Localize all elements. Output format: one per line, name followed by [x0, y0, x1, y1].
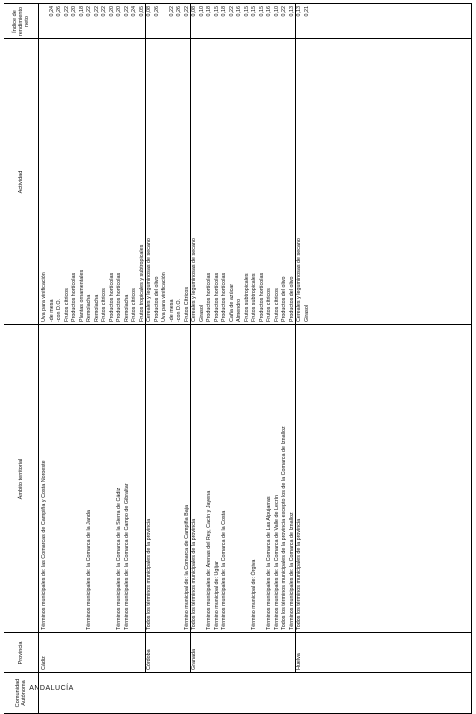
indice-cell: 0,21	[303, 6, 310, 17]
indice-cell: 0,24	[48, 6, 55, 17]
actividad-cell: Remolacha	[93, 294, 100, 322]
ambito-cell: Términos municipales de: la Comarca de Las Alpujarras	[266, 496, 272, 630]
ambito-cell: Todos los términos municipales de la provincia excepto los de la Comarca de Iznalloz	[281, 426, 287, 630]
ambito-cell: Términos municipales de: la Comarca de la Janda	[86, 510, 92, 630]
actividad-cell: Frutos subtropicales	[243, 273, 250, 322]
header-actividad: Actividad	[4, 39, 39, 325]
actividad-cell: Productos hortícolas	[116, 272, 122, 322]
indice-cell: 0,20	[108, 6, 115, 17]
indice-cell: 0,20	[116, 6, 122, 17]
indice-cell: 0,13	[288, 6, 295, 17]
actividad-cell: Caña de azúcar	[228, 283, 235, 322]
indice-cell: 0,10	[273, 6, 280, 17]
indice-cell: 0,22	[93, 6, 100, 17]
actividad-cell: Plantas ornamentales	[78, 269, 85, 322]
actividad-cell: Frutos cítricos	[101, 288, 107, 322]
ambito-cell: Términos municipales de: la Comarca de Iznalloz	[288, 512, 295, 630]
actividad-cell: Frutos Cítricos	[183, 286, 190, 322]
indice-cell: 0,18	[221, 6, 227, 17]
actividad-cell: Productos hortícolas	[258, 272, 265, 322]
indice-cell: 0,26	[153, 6, 160, 17]
actividad-cell: Productos hortícolas	[221, 272, 227, 322]
ambito-cell: Término municipal de: Ugíjar	[213, 561, 220, 630]
actividad-cell: Remolacha	[123, 294, 130, 322]
ambito-cell: Términos municipales de: la Comarca de la Sierra de Cádiz	[116, 487, 122, 630]
indice-cell: 0,26	[176, 6, 182, 17]
indice-cell: 0,08	[191, 6, 197, 17]
actividad-cell: -con D.O.	[56, 298, 62, 322]
actividad-cell: Productos hortícolas	[108, 272, 115, 322]
indice-cell: 0,22	[281, 6, 287, 17]
indice-cell: 0,15	[213, 6, 220, 17]
ambito-cell: Término municipal de: Órgiva	[251, 559, 257, 630]
indice-cell: 0,16	[236, 6, 242, 17]
indice-cell: 0,26	[56, 6, 62, 17]
indice-cell: 0,20	[71, 6, 77, 17]
ambito-cell: Término municipal de: la Comarca de Campiña Baja	[183, 505, 190, 630]
actividad-cell: -de mesa	[168, 299, 175, 322]
ambito-cell: Términos municipales de: la Comarca de la Costa	[221, 510, 227, 630]
actividad-cell: Girasol	[303, 304, 310, 322]
indice-cell: 0,16	[266, 6, 272, 17]
comunidad-label: ANDALUCÍA	[29, 685, 74, 693]
header-ambito: Ámbito territorial	[4, 325, 39, 633]
actividad-cell: Cereales y leguminosas de secano	[191, 238, 197, 322]
indice-cell: 0,15	[258, 6, 265, 17]
indice-cell: 0,22	[228, 6, 235, 17]
actividad-cell: Frutos cítricos	[131, 288, 137, 322]
provincia-cell: Cádiz	[41, 656, 47, 670]
table	[4, 3, 472, 714]
indice-cell: 0,22	[183, 6, 190, 17]
indice-cell: 0,13	[296, 6, 302, 17]
provincia-cell: Granada	[191, 649, 197, 670]
actividad-cell: Cereales y leguminosas de secano	[296, 238, 302, 322]
actividad-cell: -con D.O.	[176, 298, 182, 322]
indice-cell: 0,22	[86, 6, 92, 17]
header-comunidad: Comunidad Autónoma	[4, 673, 39, 713]
indice-cell: 0,24	[131, 6, 137, 17]
indice-cell: 0,10	[198, 6, 205, 17]
actividad-cell: Girasol	[198, 304, 205, 322]
ambito-cell: Todos los términos municipales de la provincia	[191, 518, 197, 630]
actividad-cell: Productos hortícolas	[213, 272, 220, 322]
actividad-cell: Frutos cítricos	[273, 288, 280, 322]
indice-cell: 0,22	[123, 6, 130, 17]
actividad-cell: Uva para vinificación	[161, 272, 167, 322]
header-indice: Índice de rendimiento neto	[4, 4, 39, 39]
ambito-cell: Términos municipales de: las Comarcas de Campiña y Costa Noroeste	[41, 460, 47, 630]
actividad-cell: Productos del olivo	[153, 276, 160, 322]
indice-cell: 0,18	[206, 6, 212, 17]
actividad-cell: Frutos cítricos	[266, 288, 272, 322]
header-provincia: Provincia	[4, 633, 39, 673]
actividad-cell: Cereales y leguminosas de secano	[146, 238, 152, 322]
indice-cell: 0,15	[251, 6, 257, 17]
provincia-cell: Córdoba	[146, 649, 152, 670]
indice-cell: 0,15	[243, 6, 250, 17]
actividad-cell: Frutos cítricos	[63, 288, 70, 322]
ambito-cell: Términos municipales de: Arenas del Rey, Cacín y Jayena	[206, 490, 212, 630]
actividad-cell: Productos del olivo	[281, 276, 287, 322]
actividad-cell: Productos del olivo	[288, 276, 295, 322]
provincia-cell: Huelva	[296, 653, 302, 670]
actividad-cell: -de mesa	[48, 299, 55, 322]
actividad-cell: Productos hortícolas	[71, 272, 77, 322]
ambito-cell: Términos municipales de: la Comarca de Campo de Gibraltar	[123, 483, 130, 630]
actividad-cell: Frutos tropicales y subtropicales	[138, 244, 145, 322]
ambito-cell: Todos los términos municipales de la provincia	[296, 518, 302, 630]
indice-cell: 0,08	[146, 6, 152, 17]
actividad-cell: Uva para vinificación	[41, 272, 47, 322]
actividad-cell: Remolacha	[86, 294, 92, 322]
actividad-cell: Productos hortícolas	[206, 272, 212, 322]
indice-cell: 0,22	[63, 6, 70, 17]
actividad-cell: Almendro	[236, 298, 242, 322]
indice-cell: 0,22	[168, 6, 175, 17]
indice-cell: 0,18	[78, 6, 85, 17]
actividad-cell: Frutos subtropicales	[251, 273, 257, 322]
ambito-cell: Todos los términos municipales de la provincia	[146, 518, 152, 630]
ambito-cell: Términos municipales de: la Comarca de Valle de Lecrín	[273, 494, 280, 630]
indice-cell: 0,05	[138, 6, 145, 17]
indice-cell: 0,22	[101, 6, 107, 17]
